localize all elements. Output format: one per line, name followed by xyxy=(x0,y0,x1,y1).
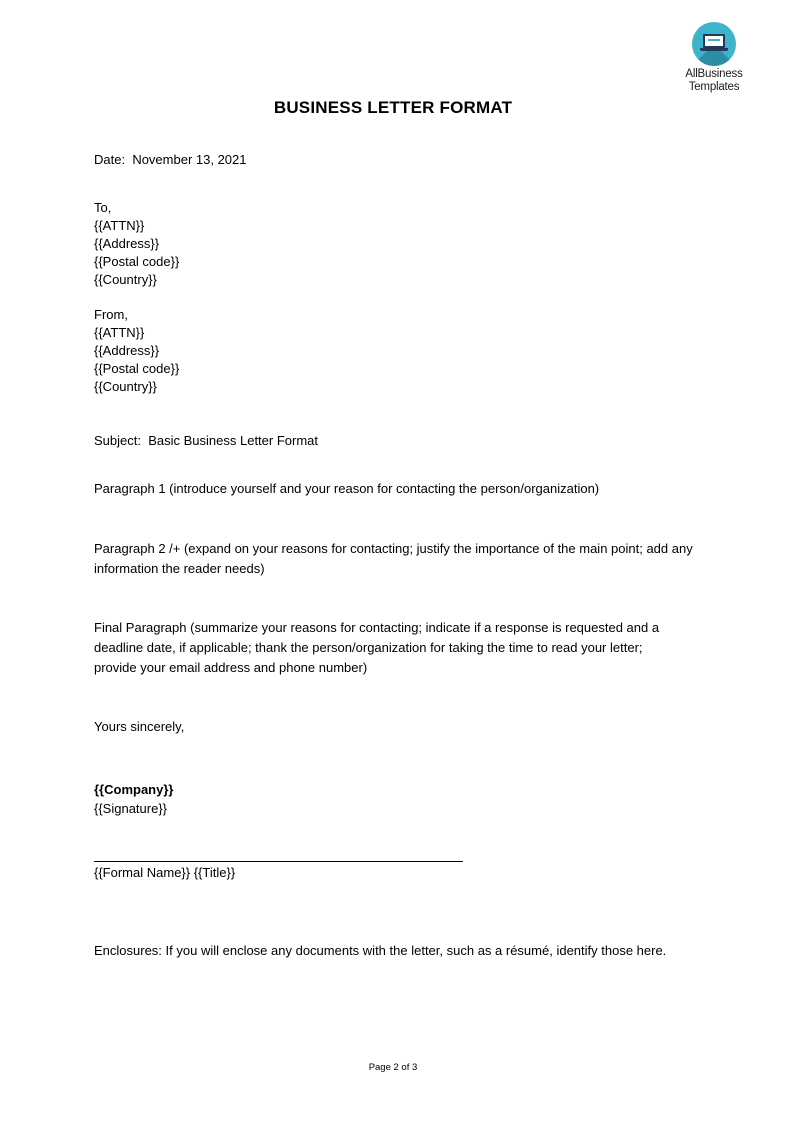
company-placeholder: {{Company}} xyxy=(94,782,174,797)
laptop-icon xyxy=(692,22,736,66)
from-attn: {{ATTN}} xyxy=(94,325,145,340)
from-postal-code: {{Postal code}} xyxy=(94,361,180,376)
subject-label: Subject: xyxy=(94,433,141,448)
date-value: November 13, 2021 xyxy=(132,152,247,167)
closing-salutation: Yours sincerely, xyxy=(94,719,185,734)
brand-logo-text xyxy=(676,68,752,93)
date-label: Date: xyxy=(94,152,126,167)
formal-name-placeholder: {{Formal Name}} {{Title}} xyxy=(94,865,236,880)
signature-placeholder: {{Signature}} xyxy=(94,801,168,816)
page-number: Page 2 of 3 xyxy=(368,1062,418,1073)
paragraph-2: Paragraph 2 /+ (expand on your reasons for contacting; justify the importance of the main point; add any information the reader needs) xyxy=(94,541,693,576)
to-address: {{Address}} xyxy=(94,236,160,251)
document-title: BUSINESS LETTER FORMAT xyxy=(273,98,513,117)
enclosures-note: Enclosures: If you will enclose any documents with the letter, such as a résumé, identify those here. xyxy=(94,943,667,958)
to-heading: To, xyxy=(94,200,112,215)
subject-value: Basic Business Letter Format xyxy=(148,433,319,448)
brand-logo-line2: Templates xyxy=(688,80,740,93)
signature-line xyxy=(94,861,463,862)
brand-logo[interactable] xyxy=(676,22,752,93)
subject-line xyxy=(94,432,318,450)
to-country: {{Country}} xyxy=(94,272,157,287)
from-heading: From, xyxy=(94,307,128,322)
from-address: {{Address}} xyxy=(94,343,160,358)
date-line xyxy=(94,151,247,169)
paragraph-1: Paragraph 1 (introduce yourself and your reason for contacting the person/organization) xyxy=(94,481,600,496)
to-postal-code: {{Postal code}} xyxy=(94,254,180,269)
from-country: {{Country}} xyxy=(94,379,157,394)
final-paragraph: Final Paragraph (summarize your reasons for contacting; indicate if a response is requested and a deadline date, if applicable; thank the person/organization for taking the time to read your letter; provide your email address and phone number) xyxy=(94,620,660,675)
to-attn: {{ATTN}} xyxy=(94,218,145,233)
brand-logo-line1: AllBusiness xyxy=(685,68,743,80)
